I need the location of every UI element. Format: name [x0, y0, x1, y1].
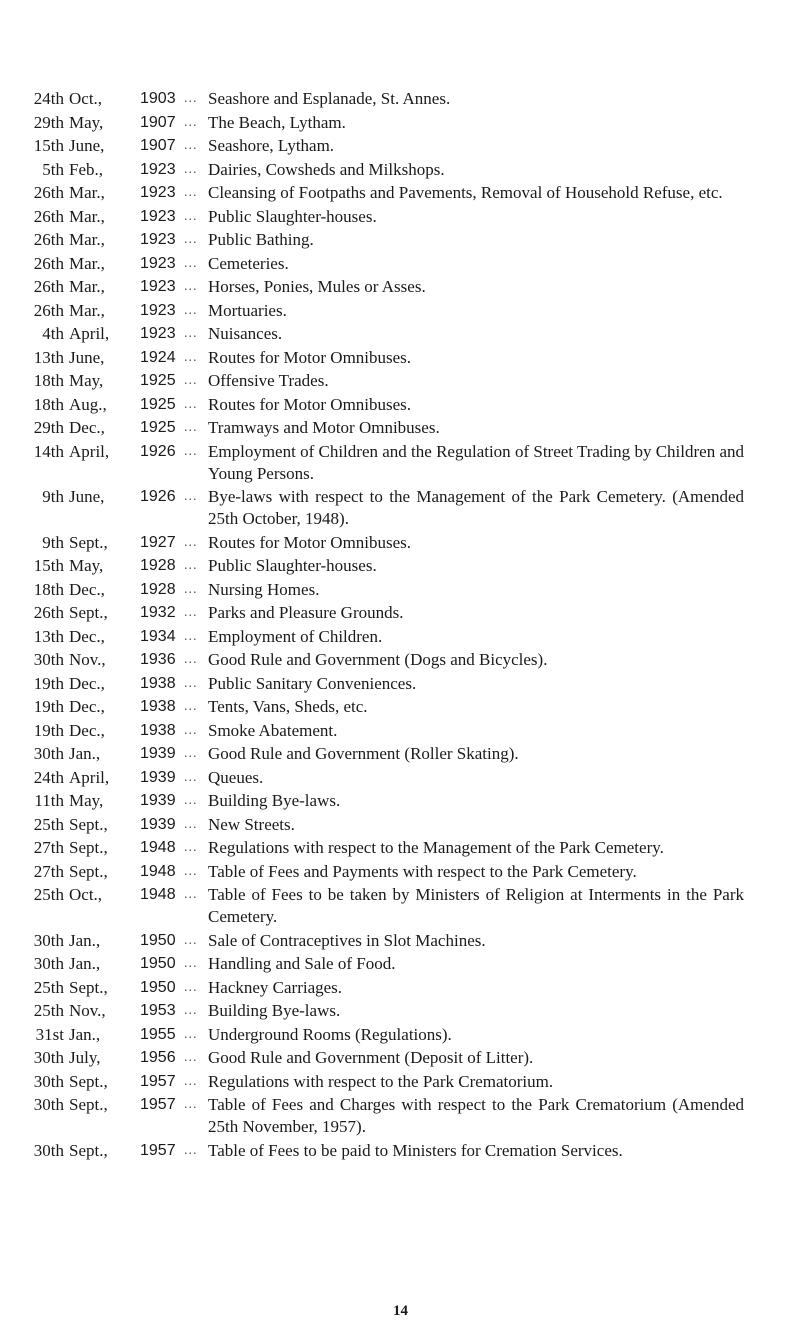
entry-date [0, 229, 184, 251]
leader-dots: ... [184, 489, 198, 504]
entry-month: Mar., [69, 253, 105, 273]
entry-month: July, [69, 1048, 101, 1067]
entry-description: Table of Fees to be paid to Ministers for Cremation Services. [208, 1140, 623, 1160]
entry-day: 19th [33, 673, 64, 693]
leader-dots: ... [184, 699, 198, 714]
entry-month: June, [69, 487, 105, 506]
entry-year: 1923 [140, 278, 176, 295]
entry-date [0, 884, 184, 906]
list-item [0, 1000, 801, 1022]
entry-date [0, 300, 184, 322]
entry-day: 29th [33, 418, 64, 437]
entry-description: Table of Fees and Charges with respect to the Park Crematorium (Amended 25th November, 1957). [208, 1095, 744, 1136]
leader-dots: ... [184, 185, 198, 200]
entry-year: 1957 [140, 1096, 176, 1113]
entry-description: Good Rule and Government (Deposit of Litter). [208, 1048, 534, 1067]
entry-year: 1925 [140, 395, 176, 413]
leader-dots: ... [184, 863, 198, 879]
entry-description: Cleansing of Footpaths and Pavements, Removal of Household Refuse, etc. [208, 183, 723, 202]
entry-description: Tents, Vans, Sheds, etc. [208, 697, 368, 716]
entry-month: Dec., [69, 579, 105, 599]
entry-month: May, [69, 371, 104, 390]
leader-dots: ... [184, 232, 198, 247]
entry-description: Handling and Sale of Food. [208, 954, 396, 973]
entry-date [0, 602, 184, 624]
list-item [0, 884, 801, 928]
entry-year: 1907 [140, 113, 176, 131]
entry-date [0, 323, 184, 345]
entry-month: Jan., [69, 1024, 101, 1044]
entry-description: Regulations with respect to the Management of the Park Cemetery. [208, 838, 664, 857]
entry-month: June, [69, 136, 105, 155]
entry-year: 1925 [140, 372, 176, 389]
entry-year: 1948 [140, 839, 176, 856]
entry-year: 1923 [140, 325, 176, 342]
entry-day: 13th [33, 626, 64, 646]
leader-dots: ... [184, 443, 198, 459]
leader-dots: ... [184, 349, 198, 365]
entry-description: Employment of Children. [208, 626, 383, 646]
list-item [0, 417, 801, 439]
entry-description: Table of Fees to be taken by Ministers of Religion at Interments in the Park Cemetery. [208, 885, 744, 926]
list-item [0, 486, 801, 530]
entry-day: 14th [33, 441, 64, 461]
entry-day: 29th [33, 112, 64, 132]
leader-dots: ... [184, 956, 198, 971]
entry-month: Mar., [69, 300, 105, 320]
list-item [0, 977, 801, 999]
entry-day: 30th [33, 1140, 64, 1160]
entry-year: 1950 [140, 978, 176, 996]
entry-date [0, 767, 184, 789]
leader-dots: ... [184, 255, 198, 271]
list-item [0, 135, 801, 157]
entry-day: 30th [33, 1048, 64, 1067]
entry-day: 26th [33, 206, 64, 226]
entry-year: 1923 [140, 254, 176, 272]
entry-description: Sale of Contraceptives in Slot Machines. [208, 930, 486, 950]
list-item [0, 673, 801, 695]
entry-date [0, 486, 184, 508]
entry-month: Oct., [69, 89, 103, 108]
entry-description: Routes for Motor Omnibuses. [208, 394, 412, 414]
entry-day: 24th [33, 89, 64, 108]
entry-year: 1950 [140, 955, 176, 972]
entry-day: 18th [33, 371, 64, 390]
leader-dots: ... [184, 91, 198, 106]
entry-year: 1934 [140, 627, 176, 645]
entry-month: May, [69, 791, 104, 810]
entry-year: 1926 [140, 442, 176, 460]
entry-year: 1936 [140, 651, 176, 668]
list-item [0, 532, 801, 554]
entry-day: 30th [33, 1071, 64, 1091]
list-item [0, 253, 801, 275]
list-item [0, 555, 801, 577]
leader-dots: ... [184, 793, 198, 808]
entry-month: Aug., [69, 394, 107, 414]
entry-month: Nov., [69, 650, 106, 669]
entry-month: May, [69, 556, 104, 575]
entry-date [0, 555, 184, 577]
entry-year: 1939 [140, 815, 176, 833]
entry-description: Routes for Motor Omnibuses. [208, 347, 412, 367]
entry-day: 27th [33, 861, 64, 881]
leader-dots: ... [184, 769, 198, 785]
leader-dots: ... [184, 675, 198, 691]
leader-dots: ... [184, 887, 198, 902]
entry-description: Building Bye-laws. [208, 1001, 341, 1020]
leader-dots: ... [184, 979, 198, 995]
entry-day: 18th [33, 579, 64, 599]
entry-description: New Streets. [208, 814, 295, 834]
list-item [0, 602, 801, 624]
entry-description: Public Slaughter-houses. [208, 556, 377, 575]
entry-day: 4th [42, 324, 64, 343]
entry-date [0, 1094, 184, 1116]
leader-dots: ... [184, 746, 198, 761]
entry-date [0, 930, 184, 952]
entry-date [0, 135, 184, 157]
entry-description: Seashore, Lytham. [208, 136, 335, 155]
entry-year: 1903 [140, 90, 176, 107]
entry-day: 15th [33, 556, 64, 575]
entry-year: 1956 [140, 1049, 176, 1066]
entry-year: 1932 [140, 604, 176, 621]
entry-month: Mar., [69, 183, 105, 202]
entry-date [0, 743, 184, 765]
entry-description: Cemeteries. [208, 253, 289, 273]
entry-year: 1948 [140, 862, 176, 880]
entry-month: Oct., [69, 885, 103, 904]
entry-description: Dairies, Cowsheds and Milkshops. [208, 159, 445, 179]
entry-day: 26th [33, 253, 64, 273]
list-item [0, 790, 801, 812]
entry-month: Jan., [69, 930, 101, 950]
entry-date [0, 1024, 184, 1046]
entry-day: 25th [33, 1001, 64, 1020]
entry-date [0, 953, 184, 975]
entry-year: 1926 [140, 488, 176, 505]
list-item [0, 182, 801, 204]
entry-date [0, 861, 184, 883]
entry-day: 19th [33, 720, 64, 740]
entry-date [0, 1140, 184, 1162]
list-item [0, 743, 801, 765]
list-item [0, 861, 801, 883]
list-item [0, 953, 801, 975]
entry-date [0, 88, 184, 110]
entry-month: Sept., [69, 838, 108, 857]
list-item [0, 837, 801, 859]
leader-dots: ... [184, 816, 198, 832]
entry-day: 31st [35, 1024, 64, 1044]
entry-month: Nov., [69, 1001, 106, 1020]
entry-day: 11th [34, 791, 64, 810]
entry-description: Nursing Homes. [208, 579, 320, 599]
list-item [0, 1071, 801, 1093]
entry-description: Offensive Trades. [208, 371, 329, 390]
entry-year: 1928 [140, 580, 176, 598]
entry-year: 1939 [140, 745, 176, 762]
entry-month: April, [69, 324, 110, 343]
entry-year: 1950 [140, 931, 176, 949]
entry-date [0, 696, 184, 718]
list-item [0, 370, 801, 392]
entry-date [0, 1047, 184, 1069]
entry-month: April, [69, 767, 110, 787]
list-item [0, 1140, 801, 1162]
entry-year: 1939 [140, 768, 176, 786]
entry-description: Queues. [208, 767, 264, 787]
entry-year: 1927 [140, 533, 176, 551]
list-item [0, 1094, 801, 1138]
entry-description: Seashore and Esplanade, St. Annes. [208, 89, 451, 108]
leader-dots: ... [184, 722, 198, 738]
entry-date [0, 977, 184, 999]
entry-month: Jan., [69, 954, 101, 973]
list-item [0, 159, 801, 181]
list-item [0, 323, 801, 345]
entry-description: The Beach, Lytham. [208, 112, 346, 132]
entry-year: 1923 [140, 207, 176, 225]
entry-description: Smoke Abatement. [208, 720, 338, 740]
entry-date [0, 720, 184, 742]
entry-date [0, 1071, 184, 1093]
entry-date [0, 417, 184, 439]
entry-month: Sept., [69, 1071, 108, 1091]
entry-description: Mortuaries. [208, 300, 287, 320]
entry-description: Public Slaughter-houses. [208, 206, 377, 226]
entry-month: Sept., [69, 1095, 108, 1114]
entry-description: Building Bye-laws. [208, 791, 341, 810]
entry-month: Mar., [69, 230, 105, 249]
entry-day: 26th [33, 230, 64, 249]
entry-description: Public Sanitary Conveniences. [208, 673, 417, 693]
entry-month: Sept., [69, 814, 108, 834]
byelaws-list [0, 88, 801, 1163]
leader-dots: ... [184, 279, 198, 294]
list-item [0, 1047, 801, 1069]
entry-day: 5th [42, 159, 64, 179]
entry-description: Good Rule and Government (Roller Skating). [208, 744, 519, 763]
list-item [0, 347, 801, 369]
entry-year: 1925 [140, 419, 176, 436]
entry-day: 27th [33, 838, 64, 857]
leader-dots: ... [184, 138, 198, 153]
entry-month: Sept., [69, 532, 108, 552]
entry-year: 1957 [140, 1072, 176, 1090]
entry-description: Underground Rooms (Regulations). [208, 1024, 452, 1044]
entry-day: 30th [33, 930, 64, 950]
leader-dots: ... [184, 326, 198, 341]
list-item [0, 276, 801, 298]
entry-date [0, 790, 184, 812]
entry-month: Jan., [69, 744, 101, 763]
entry-day: 25th [33, 977, 64, 997]
list-item [0, 814, 801, 836]
entry-day: 26th [33, 277, 64, 296]
entry-description: Routes for Motor Omnibuses. [208, 532, 412, 552]
entry-year: 1938 [140, 698, 176, 715]
entry-year: 1907 [140, 137, 176, 154]
entry-day: 26th [33, 603, 64, 622]
entry-description: Horses, Ponies, Mules or Asses. [208, 277, 426, 296]
entry-date [0, 347, 184, 369]
entry-date [0, 441, 184, 463]
entry-year: 1924 [140, 348, 176, 366]
leader-dots: ... [184, 396, 198, 412]
list-item [0, 649, 801, 671]
entry-year: 1955 [140, 1025, 176, 1043]
entry-day: 30th [33, 1095, 64, 1114]
leader-dots: ... [184, 1003, 198, 1018]
list-item [0, 229, 801, 251]
entry-month: May, [69, 112, 104, 132]
entry-date [0, 649, 184, 671]
entry-description: Hackney Carriages. [208, 977, 343, 997]
entry-day: 30th [33, 650, 64, 669]
entry-day: 19th [33, 697, 64, 716]
leader-dots: ... [184, 114, 198, 130]
entry-date [0, 370, 184, 392]
list-item [0, 579, 801, 601]
entry-description: Parks and Pleasure Grounds. [208, 603, 404, 622]
leader-dots: ... [184, 581, 198, 597]
entry-year: 1923 [140, 231, 176, 248]
page-number: 14 [393, 1303, 408, 1319]
entry-month: Dec., [69, 697, 105, 716]
list-item [0, 1024, 801, 1046]
entry-date [0, 206, 184, 228]
leader-dots: ... [184, 1050, 198, 1065]
entry-day: 25th [33, 885, 64, 904]
entry-month: Sept., [69, 861, 108, 881]
entry-day: 9th [42, 487, 64, 506]
list-item [0, 720, 801, 742]
entry-description: Bye-laws with respect to the Management of the Park Cemetery. (Amended 25th October, 1948). [208, 487, 744, 528]
entry-month: Dec., [69, 418, 105, 437]
entry-day: 30th [33, 954, 64, 973]
entry-description: Employment of Children and the Regulation of Street Trading by Children and Young Persons. [208, 441, 744, 483]
entry-month: Sept., [69, 977, 108, 997]
entry-date [0, 814, 184, 836]
entry-month: Feb., [69, 159, 103, 179]
entry-date [0, 276, 184, 298]
list-item [0, 930, 801, 952]
entry-date [0, 1000, 184, 1022]
leader-dots: ... [184, 534, 198, 550]
list-item [0, 394, 801, 416]
entry-day: 24th [33, 767, 64, 787]
entry-month: Mar., [69, 206, 105, 226]
entry-description: Nuisances. [208, 324, 283, 343]
leader-dots: ... [184, 605, 198, 620]
list-item [0, 767, 801, 789]
entry-month: Sept., [69, 603, 108, 622]
list-item [0, 206, 801, 228]
leader-dots: ... [184, 1142, 198, 1158]
entry-year: 1923 [140, 160, 176, 178]
entry-date [0, 182, 184, 204]
leader-dots: ... [184, 840, 198, 855]
entry-year: 1953 [140, 1002, 176, 1019]
entry-year: 1923 [140, 184, 176, 201]
entry-date [0, 837, 184, 859]
entry-year: 1928 [140, 557, 176, 574]
entry-month: Dec., [69, 626, 105, 646]
leader-dots: ... [184, 161, 198, 177]
entry-date [0, 626, 184, 648]
entry-year: 1939 [140, 792, 176, 809]
entry-day: 9th [42, 532, 64, 552]
leader-dots: ... [184, 628, 198, 644]
entry-date [0, 112, 184, 134]
entry-day: 13th [33, 347, 64, 367]
list-item [0, 696, 801, 718]
leader-dots: ... [184, 1026, 198, 1042]
entry-date [0, 159, 184, 181]
entry-month: Dec., [69, 720, 105, 740]
leader-dots: ... [184, 1073, 198, 1089]
entry-year: 1938 [140, 721, 176, 739]
entry-month: Mar., [69, 277, 105, 296]
list-item [0, 300, 801, 322]
entry-day: 18th [33, 394, 64, 414]
list-item [0, 88, 801, 110]
leader-dots: ... [184, 302, 198, 318]
entry-month: Sept., [69, 1140, 108, 1160]
entry-month: April, [69, 441, 110, 461]
leader-dots: ... [184, 1097, 198, 1112]
entry-date [0, 394, 184, 416]
entry-date [0, 579, 184, 601]
list-item [0, 626, 801, 648]
leader-dots: ... [184, 652, 198, 667]
entry-day: 25th [33, 814, 64, 834]
entry-year: 1957 [140, 1141, 176, 1159]
leader-dots: ... [184, 558, 198, 573]
entry-month: June, [69, 347, 105, 367]
entry-description: Tramways and Motor Omnibuses. [208, 418, 440, 437]
leader-dots: ... [184, 420, 198, 435]
entry-date [0, 673, 184, 695]
list-item [0, 441, 801, 485]
entry-day: 30th [33, 744, 64, 763]
entry-description: Table of Fees and Payments with respect to the Park Cemetery. [208, 861, 637, 881]
entry-day: 15th [33, 136, 64, 155]
leader-dots: ... [184, 373, 198, 388]
entry-day: 26th [33, 183, 64, 202]
entry-date [0, 253, 184, 275]
entry-date [0, 532, 184, 554]
entry-description: Public Bathing. [208, 230, 314, 249]
leader-dots: ... [184, 932, 198, 948]
entry-year: 1948 [140, 886, 176, 903]
list-item [0, 112, 801, 134]
leader-dots: ... [184, 208, 198, 224]
entry-day: 26th [33, 300, 64, 320]
entry-description: Regulations with respect to the Park Crematorium. [208, 1071, 554, 1091]
entry-month: Dec., [69, 673, 105, 693]
entry-year: 1938 [140, 674, 176, 692]
entry-year: 1923 [140, 301, 176, 319]
entry-description: Good Rule and Government (Dogs and Bicycles). [208, 650, 548, 669]
